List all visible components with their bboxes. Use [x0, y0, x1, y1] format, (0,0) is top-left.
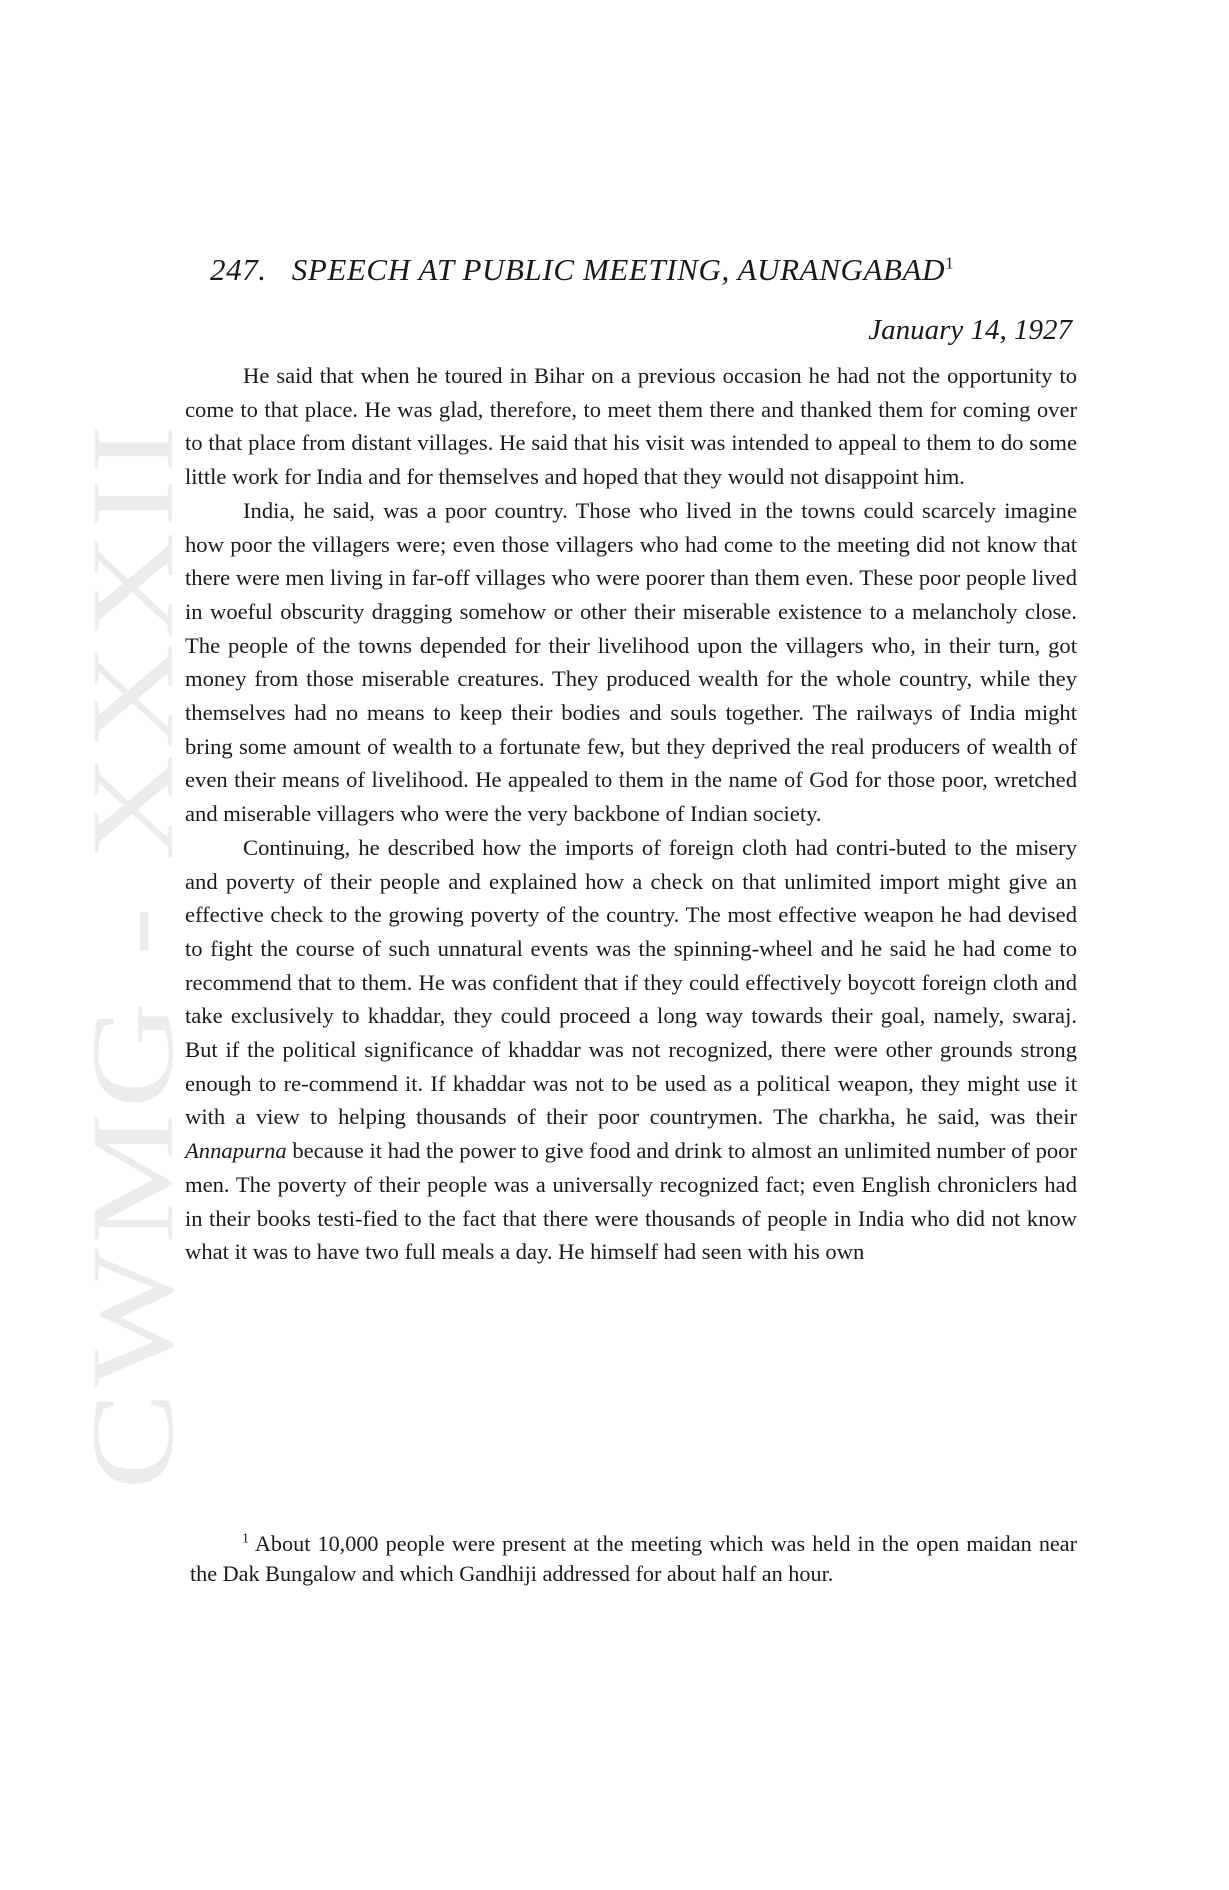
paragraph: He said that when he toured in Bihar on a previous occasion he had not the opportunity to come to that place. He was glad, therefore, to meet them there and thanked them for coming over to that place from distant villages. He said that his visit was intended to appeal to them to do some little work for India and for themselves and hoped that they would not disappoint him. [185, 363, 1077, 490]
footnote [190, 1529, 1077, 1589]
paragraph-text: Continuing, he described how the imports of foreign cloth had contri-buted to the misery and poverty of their people and explained how a check on that unlimited import might give an effective check to the growing poverty of the country. The most effective weapon he had devised to fight the course of such unnatural events was the spinning-wheel and he said he had come to recommend that to them. He was confident that if they could effectively boycott foreign cloth and take exclusively to khaddar, they could proceed a long way towards their goal, namely, swaraj. But if the political significance of khaddar was not recognized, there were other grounds strong enough to re-commend it. If khaddar was not to be used as a political weapon, they might use it with a view to helping thousands of their poor countrymen. The charkha, he said, was their [185, 834, 1077, 1130]
document-number: 247. [210, 252, 267, 287]
document-title: SPEECH AT PUBLIC MEETING, AURANGABAD [291, 252, 946, 287]
paragraph: India, he said, was a poor country. Those who lived in the towns could scarcely imagine how poor the villagers were; even those villagers who had come to the meeting did not know that there were men living in far-off villages who were poorer than them even. These poor people lived in woeful obscurity dragging somehow or other their miserable existence to a melancholy close. The people of the towns depended for their livelihood upon the villagers who, in their turn, got money from those miserable creatures. They produced wealth for the whole country, while they themselves had no means to keep their bodies and souls together. The railways of India might bring some amount of wealth to a fortunate few, but they deprived the real producers of wealth of even their means of livelihood. He appealed to them in the name of God for those poor, wretched and miserable villagers who were the very backbone of Indian society. [185, 497, 1077, 827]
heading-footnote-ref: 1 [945, 253, 955, 273]
italic-term: Annapurna [185, 1138, 287, 1164]
footnote-marker: 1 [242, 1531, 249, 1547]
dateline: January 14, 1927 [868, 314, 1072, 346]
footnote-text: About 10,000 people were present at the meeting which was held in the open maidan near the Dak Bungalow and which Gandhiji addressed for about half an hour. [190, 1531, 1077, 1586]
body-text [185, 359, 1077, 1269]
paragraph [185, 831, 1077, 1269]
page-heading [210, 252, 1030, 288]
paragraph-text: because it had the power to give food and drink to almost an unlimited number of poor men. The poverty of their people was a universally recognized fact; even English chroniclers had in their books testi-fied to the fact that there were thousands of people in India who did not know what it was to have two full meals a day. He himself had seen with his own [185, 1138, 1077, 1265]
watermark-text: CWMG - XXXII [67, 629, 198, 1490]
